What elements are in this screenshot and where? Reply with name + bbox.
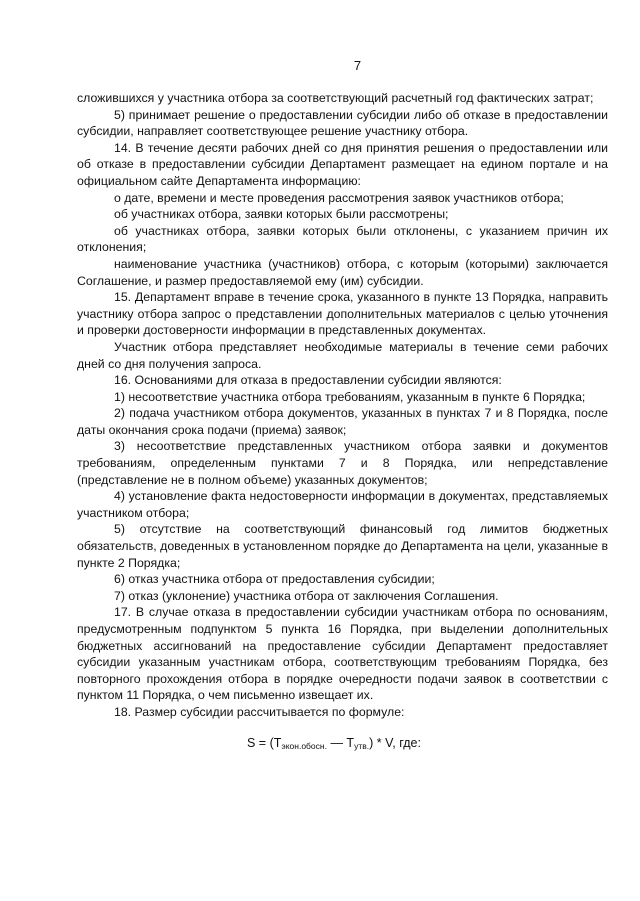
paragraph: 3) несоответствие представленных участником отбора заявки и документов требованиям, определенным пунктами 7 и 8 Порядка, или непредставление (представление не в полном объеме) указанных документов; [77,439,608,487]
subsidy-formula [77,735,608,754]
paragraph: 7) отказ (уклонение) участника отбора от заключения Соглашения. [114,588,499,603]
paragraph: 6) отказ участника отбора от предоставления субсидии; [114,572,435,587]
formula-minus: — T [326,735,355,750]
formula-rhs: ) * V, где: [369,735,421,750]
paragraph: сложившихся у участника отбора за соответствующий расчетный год фактических затрат; [77,91,594,105]
paragraph: 17. В случае отказа в предоставлении субсидии участникам отбора по основаниям, предусмотренным подпунктом 5 пункта 16 Порядка, при выделении дополнительных бюджетных ассигнований на предоставление субсидии Департамент предоставляет субсидии указанным участникам отбора, соответствующим требованиям Порядка, без повторного прохождения отбора в порядке очередности подачи заявок в соответствии с пунктом 11 Порядка, о чем письменно извещает их. [77,605,608,703]
paragraph: 18. Размер субсидии рассчитывается по формуле: [114,704,405,719]
paragraph: о дате, времени и месте проведения рассмотрения заявок участников отбора; [114,190,564,205]
paragraph: 4) установление факта недостоверности информации в документах, представляемых участником отбора; [77,489,608,520]
paragraph: 2) подача участником отбора документов, указанных в пунктах 7 и 8 Порядка, после даты окончания срока подачи (приема) заявок; [77,406,608,437]
paragraph: об участниках отбора, заявки которых были рассмотрены; [114,207,449,222]
paragraph: 5) принимает решение о предоставлении субсидии либо об отказе в предоставлении субсидии, направляет соответствующее решение участнику отбора. [77,107,608,139]
paragraph: об участниках отбора, заявки которых были отклонены, с указанием причин их отклонения; [77,223,608,255]
paragraph: 15. Департамент вправе в течение срока, указанного в пункте 13 Порядка, направить участнику отбора запрос о представлении дополнительных материалов с целью уточнения и проверки достоверности информации в представленных документах. [77,290,608,338]
paragraph: 16. Основаниями для отказа в предоставлении субсидии являются: [114,373,502,388]
formula-subscript-1: экон.обосн. [281,740,327,751]
body-text [77,90,608,721]
page-number: 7 [353,58,362,73]
paragraph: 1) несоответствие участника отбора требованиям, указанным в пункте 6 Порядка; [114,389,586,404]
formula-lhs: S = (T [247,735,282,750]
paragraph: 14. В течение десяти рабочих дней со дня принятия решения о предоставлении или об отказе в предоставлении субсидии Департамент размещает на едином портале и на официальном сайте Департамента информацию: [77,140,608,188]
paragraph: Участник отбора представляет необходимые материалы в течение семи рабочих дней со дня получения запроса. [77,339,608,371]
paragraph: наименование участника (участников) отбора, с которым (которыми) заключается Соглашение, и размер предоставляемой ему (им) субсидии. [77,256,608,288]
paragraph: 5) отсутствие на соответствующий финансовый год лимитов бюджетных обязательств, доведенных в установленном порядке до Департамента на цели, указанные в пункте 2 Порядка; [77,522,608,570]
formula-subscript-2: утв. [354,740,370,751]
